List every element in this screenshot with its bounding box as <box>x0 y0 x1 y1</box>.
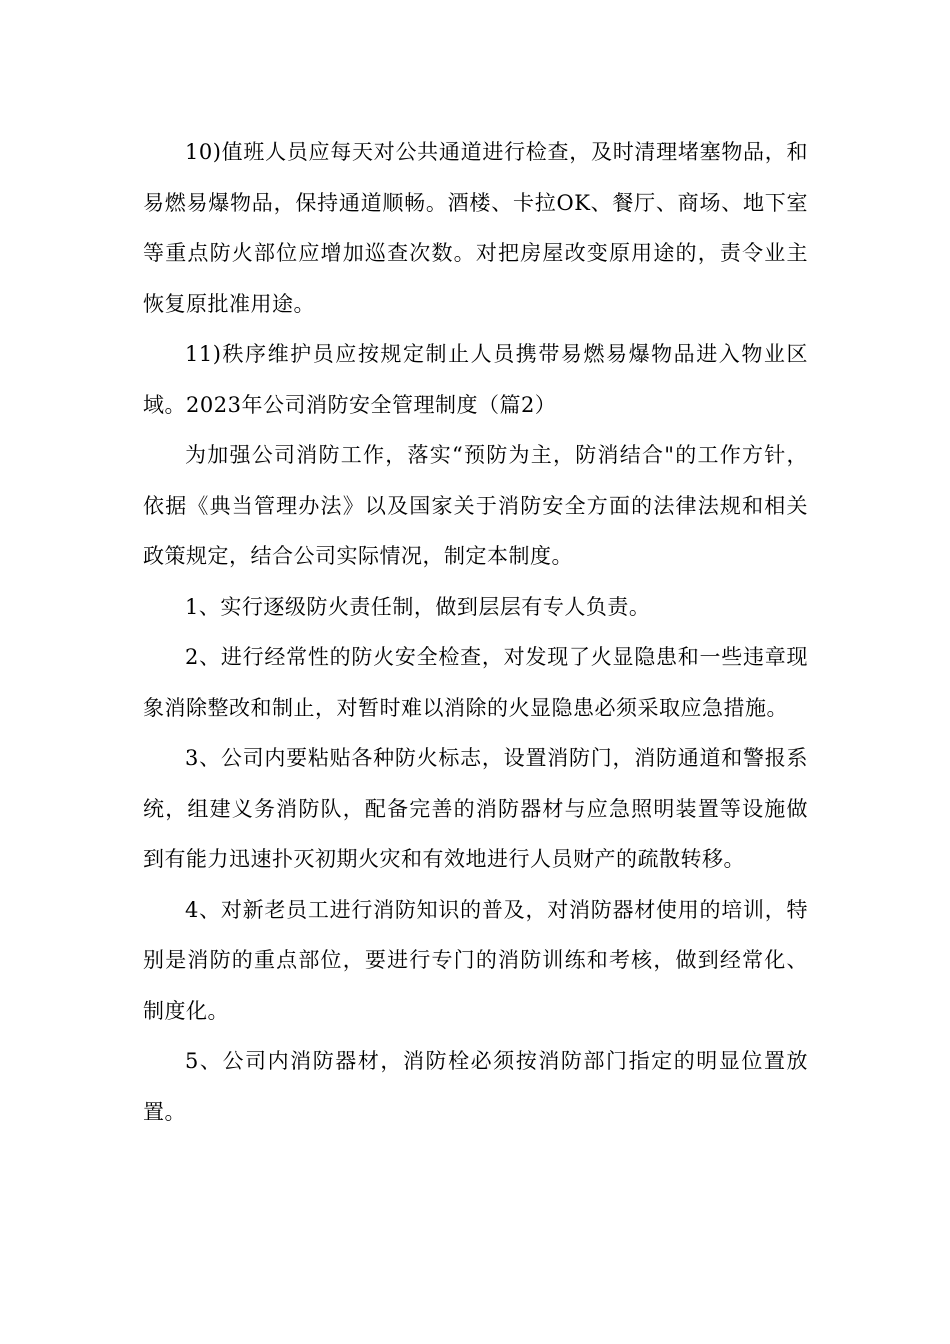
paragraph-rule-4: 4、对新老员工进行消防知识的普及，对消防器材使用的培训，特别是消防的重点部位，要进行专门的消防训练和考核，做到经常化、制度化。 <box>143 897 808 1023</box>
paragraph-item-10: 10)值班人员应每天对公共通道进行检查，及时清理堵塞物品，和易燃易爆物品，保持通道顺畅。酒楼、卡拉OK、餐厅、商场、地下室等重点防火部位应增加巡查次数。对把房屋改变原用途的，责令业主恢复原批准用途。 <box>143 140 808 316</box>
document-body <box>143 127 808 1137</box>
paragraph-item-11: 11)秩序维护员应按规定制止人员携带易燃易爆物品进入物业区域。2023年公司消防安全管理制度（篇2） <box>143 342 808 417</box>
paragraph-rule-5: 5、公司内消防器材，消防栓必须按消防部门指定的明显位置放置。 <box>143 1049 808 1124</box>
paragraph-rule-3: 3、公司内要粘贴各种防火标志，设置消防门，消防通道和警报系统，组建义务消防队，配备完善的消防器材与应急照明装置等设施做到有能力迅速扑灭初期火灾和有效地进行人员财产的疏散转移。 <box>143 746 808 871</box>
paragraph-intro: 为加强公司消防工作，落实“预防为主，防消结合"的工作方针，依据《典当管理办法》以及国家关于消防安全方面的法律法规和相关政策规定，结合公司实际情况，制定本制度。 <box>143 443 808 568</box>
paragraph-rule-2: 2、进行经常性的防火安全检查，对发现了火显隐患和一些违章现象消除整改和制止，对暂时难以消除的火显隐患必须采取应急措施。 <box>143 645 808 720</box>
paragraph-rule-1: 1、实行逐级防火责任制，做到层层有专人负责。 <box>185 594 651 619</box>
